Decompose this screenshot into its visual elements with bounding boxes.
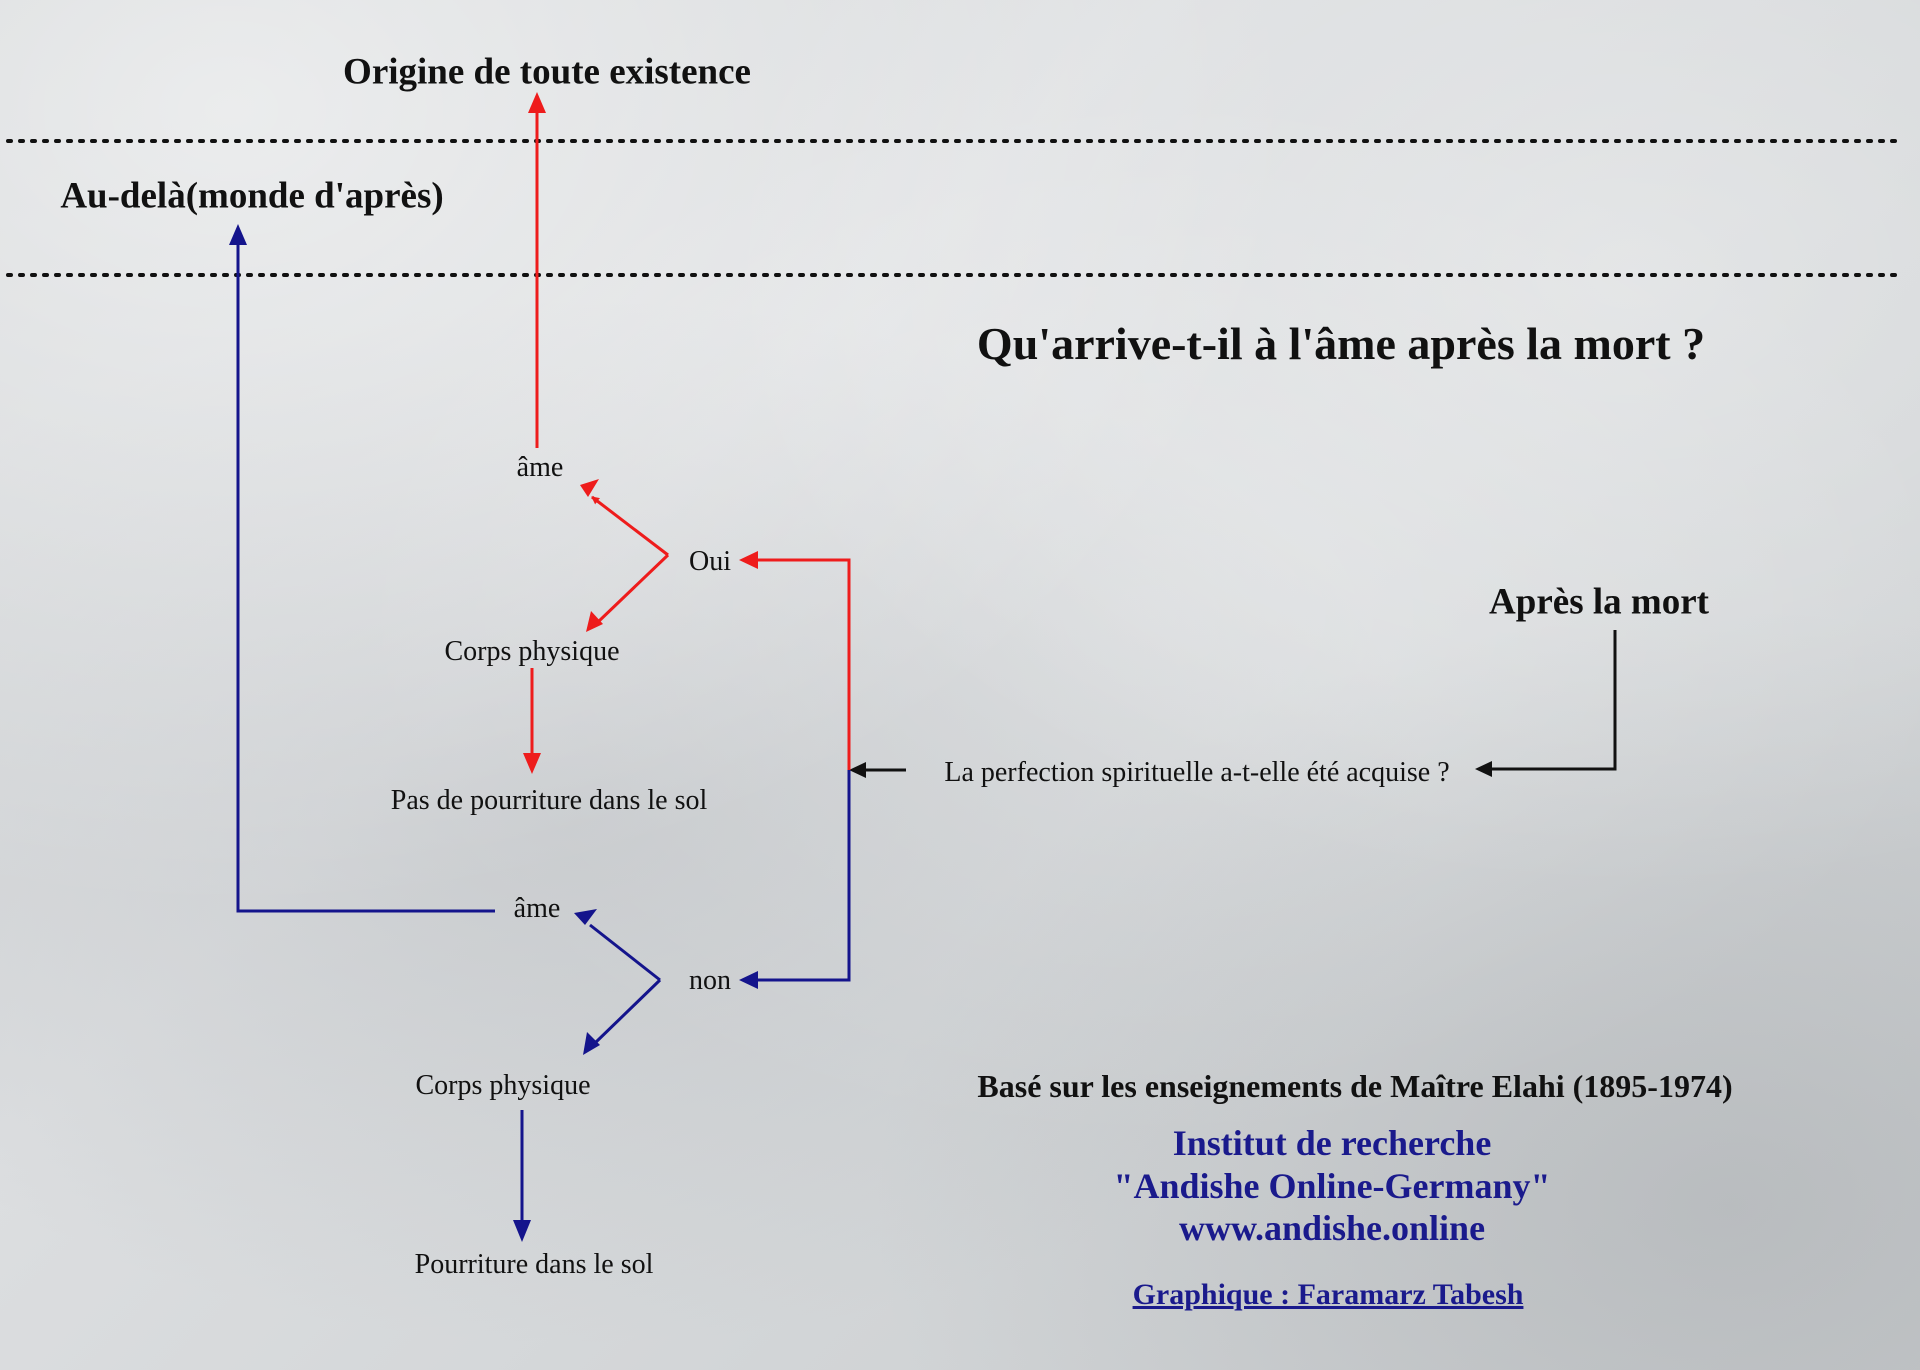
no-soul-node: âme — [513, 893, 561, 924]
connector-no-to-body — [595, 980, 660, 1043]
connector-branch-to-yes — [758, 560, 849, 770]
connector-branch-to-no — [758, 770, 849, 980]
start-node: Après la mort — [1489, 581, 1709, 623]
arrowhead-beyond — [229, 224, 247, 245]
arrowhead-no — [739, 971, 758, 989]
yes-body-node: Corps physique — [444, 636, 620, 667]
arrowhead-yes — [739, 551, 758, 569]
arrowhead-yes-soul — [580, 479, 599, 497]
connector-no-to-soul — [590, 925, 660, 980]
no-body-node: Corps physique — [415, 1070, 591, 1101]
credits-website: www.andishe.online — [1178, 1208, 1486, 1248]
beyond-label: Au-delà(monde d'après) — [60, 175, 444, 217]
page-title: Qu'arrive-t-il à l'âme après la mort ? — [976, 318, 1706, 369]
yes-soul-node: âme — [516, 452, 564, 483]
connector-yes-to-soul — [592, 497, 668, 555]
arrowhead-no-body — [583, 1032, 600, 1055]
arrowhead-question-right — [1475, 761, 1492, 777]
credits-institute-line2: "Andishe Online-Germany" — [1113, 1166, 1551, 1206]
yes-node: Oui — [689, 546, 731, 577]
credits-basis: Basé sur les enseignements de Maître Elahi (1895-1974) — [977, 1068, 1733, 1104]
connector-start-to-question — [1492, 630, 1615, 769]
no-node: non — [689, 965, 731, 996]
yes-outcome-node: Pas de pourriture dans le sol — [390, 785, 708, 816]
arrowhead-no-soul — [574, 909, 597, 925]
credits-institute-line1: Institut de recherche — [1172, 1123, 1492, 1163]
arrowhead-origin — [528, 92, 546, 113]
connector-yes-to-body — [598, 555, 668, 622]
question-node: La perfection spirituelle a-t-elle été acquise ? — [944, 757, 1450, 788]
arrowhead-yes-body — [586, 611, 603, 632]
origin-label: Origine de toute existence — [343, 51, 751, 93]
arrowhead-branch-junction — [849, 762, 866, 778]
arrowhead-no-outcome — [513, 1220, 531, 1242]
no-outcome-node: Pourriture dans le sol — [414, 1249, 654, 1280]
credits-graphic-link[interactable]: Graphique : Faramarz Tabesh — [1132, 1278, 1524, 1311]
arrowhead-yes-outcome — [523, 753, 541, 774]
